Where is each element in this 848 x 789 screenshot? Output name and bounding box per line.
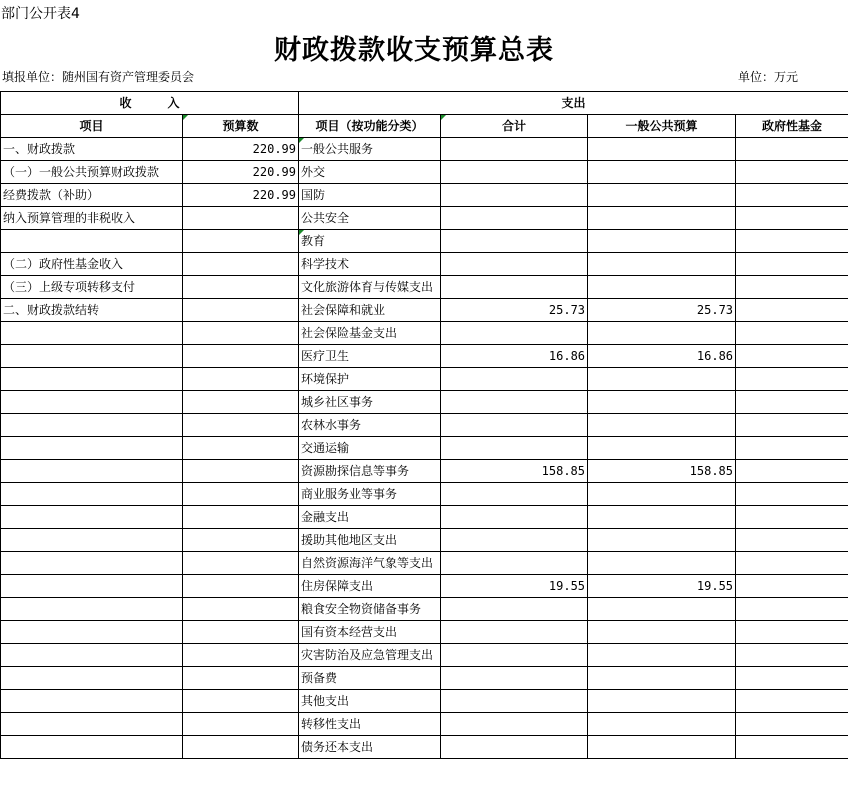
table-row	[1, 253, 848, 276]
expense-total-cell	[441, 690, 588, 713]
table-row	[1, 368, 848, 391]
expense-total-cell	[441, 161, 588, 184]
expense-gov-fund-cell	[736, 460, 848, 483]
expense-general-cell	[588, 322, 736, 345]
expense-general-cell	[588, 621, 736, 644]
expense-general-cell	[588, 529, 736, 552]
expense-section-header: 支出	[299, 92, 848, 115]
income-item-cell	[1, 437, 183, 460]
expense-general-cell	[588, 667, 736, 690]
expense-general-cell: 19.55	[588, 575, 736, 598]
income-item-cell	[1, 690, 183, 713]
table-row	[1, 598, 848, 621]
expense-gov-fund-cell	[736, 414, 848, 437]
form-number-label: 部门公开表4	[1, 6, 80, 22]
expense-item-cell: 农林水事务	[299, 414, 441, 437]
expense-general-cell	[588, 437, 736, 460]
income-item-cell: 一、财政拨款	[1, 138, 183, 161]
income-item-cell	[1, 322, 183, 345]
expense-gov-fund-cell	[736, 345, 848, 368]
expense-general-cell	[588, 368, 736, 391]
expense-total-cell	[441, 253, 588, 276]
income-item-cell	[1, 575, 183, 598]
table-row	[1, 621, 848, 644]
income-item-cell	[1, 667, 183, 690]
expense-total-cell	[441, 713, 588, 736]
table-row	[1, 207, 848, 230]
reporting-unit-label: 填报单位：随州国有资产管理委员会	[2, 70, 195, 84]
income-budget-cell	[183, 575, 299, 598]
income-item-cell	[1, 506, 183, 529]
expense-total-cell	[441, 736, 588, 759]
income-budget-cell	[183, 299, 299, 322]
table-row	[1, 437, 848, 460]
income-item-cell: 二、财政拨款结转	[1, 299, 183, 322]
expense-gov-fund-cell	[736, 230, 848, 253]
expense-total-cell	[441, 506, 588, 529]
expense-item-cell: 自然资源海洋气象等支出	[299, 552, 441, 575]
expense-general-cell	[588, 552, 736, 575]
expense-total-cell	[441, 621, 588, 644]
income-budget-cell	[183, 713, 299, 736]
income-budget-cell	[183, 483, 299, 506]
table-row	[1, 667, 848, 690]
income-item-cell: 经费拨款（补助）	[1, 184, 183, 207]
expense-item-cell: 公共安全	[299, 207, 441, 230]
expense-gov-fund-cell	[736, 621, 848, 644]
expense-gov-fund-cell	[736, 253, 848, 276]
income-budget-cell	[183, 391, 299, 414]
expense-general-cell: 16.86	[588, 345, 736, 368]
income-budget-cell	[183, 230, 299, 253]
expense-total-cell	[441, 184, 588, 207]
expense-general-cell	[588, 483, 736, 506]
expense-general-cell	[588, 644, 736, 667]
expense-gov-fund-cell	[736, 552, 848, 575]
income-item-cell	[1, 552, 183, 575]
income-item-cell: （一）一般公共预算财政拨款	[1, 161, 183, 184]
expense-item-cell: 国有资本经营支出	[299, 621, 441, 644]
expense-general-cell	[588, 391, 736, 414]
expense-total-cell	[441, 368, 588, 391]
income-section-header: 收 入	[1, 92, 299, 115]
income-item-cell	[1, 345, 183, 368]
income-budget-cell	[183, 414, 299, 437]
income-item-cell: （三）上级专项转移支付	[1, 276, 183, 299]
income-budget-cell: 220.99	[183, 138, 299, 161]
expense-total-cell	[441, 391, 588, 414]
table-row	[1, 391, 848, 414]
expense-item-cell: 援助其他地区支出	[299, 529, 441, 552]
table-row	[1, 138, 848, 161]
expense-general-cell	[588, 414, 736, 437]
income-item-cell	[1, 483, 183, 506]
expense-general-cell	[588, 276, 736, 299]
expense-item-cell: 金融支出	[299, 506, 441, 529]
table-row	[1, 322, 848, 345]
table-row	[1, 690, 848, 713]
expense-total-cell	[441, 230, 588, 253]
table-row	[1, 506, 848, 529]
expense-item-cell: 城乡社区事务	[299, 391, 441, 414]
expense-gov-fund-cell	[736, 276, 848, 299]
expense-general-cell	[588, 161, 736, 184]
income-item-cell	[1, 644, 183, 667]
expense-general-cell	[588, 690, 736, 713]
expense-item-cell: 资源勘探信息等事务	[299, 460, 441, 483]
expense-gov-fund-cell	[736, 138, 848, 161]
page-title: 财政拨款收支预算总表	[274, 35, 554, 66]
expense-gov-fund-cell	[736, 690, 848, 713]
expense-total-cell	[441, 483, 588, 506]
expense-item-cell: 环境保护	[299, 368, 441, 391]
table-row	[1, 230, 848, 253]
income-budget-cell	[183, 437, 299, 460]
expense-gov-fund-cell	[736, 506, 848, 529]
expense-item-cell: 文化旅游体育与传媒支出	[299, 276, 441, 299]
expense-item-cell: 科学技术	[299, 253, 441, 276]
table-row	[1, 529, 848, 552]
expense-total-cell	[441, 437, 588, 460]
income-item-cell	[1, 713, 183, 736]
expense-gov-fund-cell	[736, 713, 848, 736]
expense-item-cell: 灾害防治及应急管理支出	[299, 644, 441, 667]
budget-table	[0, 91, 848, 759]
expense-gov-fund-cell	[736, 736, 848, 759]
income-budget-cell	[183, 690, 299, 713]
table-row	[1, 736, 848, 759]
income-budget-cell	[183, 598, 299, 621]
expense-general-cell	[588, 184, 736, 207]
expense-total-cell	[441, 552, 588, 575]
income-budget-cell	[183, 621, 299, 644]
table-row	[1, 161, 848, 184]
income-budget-cell	[183, 276, 299, 299]
expense-total-cell	[441, 529, 588, 552]
expense-item-cell: 粮食安全物资储备事务	[299, 598, 441, 621]
col-header-gov-fund: 政府性基金	[736, 115, 848, 138]
income-item-cell	[1, 736, 183, 759]
expense-total-cell	[441, 276, 588, 299]
col-header-func-item: 项目（按功能分类）	[299, 115, 441, 138]
expense-total-cell: 16.86	[441, 345, 588, 368]
income-budget-cell: 220.99	[183, 184, 299, 207]
income-budget-cell	[183, 368, 299, 391]
table-row	[1, 713, 848, 736]
income-item-cell	[1, 414, 183, 437]
expense-total-cell	[441, 322, 588, 345]
income-item-cell	[1, 391, 183, 414]
table-row	[1, 575, 848, 598]
table-row	[1, 460, 848, 483]
income-item-cell	[1, 598, 183, 621]
expense-total-cell: 158.85	[441, 460, 588, 483]
income-item-cell	[1, 368, 183, 391]
income-budget-cell	[183, 207, 299, 230]
income-budget-cell	[183, 506, 299, 529]
expense-general-cell	[588, 230, 736, 253]
expense-gov-fund-cell	[736, 299, 848, 322]
expense-gov-fund-cell	[736, 368, 848, 391]
col-header-budget: 预算数	[183, 115, 299, 138]
income-budget-cell	[183, 460, 299, 483]
table-row	[1, 276, 848, 299]
section-header-row	[1, 92, 848, 115]
expense-total-cell	[441, 207, 588, 230]
expense-general-cell	[588, 253, 736, 276]
expense-gov-fund-cell	[736, 483, 848, 506]
expense-item-cell: 交通运输	[299, 437, 441, 460]
expense-total-cell	[441, 138, 588, 161]
expense-item-cell: 医疗卫生	[299, 345, 441, 368]
income-item-cell	[1, 529, 183, 552]
income-item-cell: （二）政府性基金收入	[1, 253, 183, 276]
expense-general-cell	[588, 138, 736, 161]
expense-gov-fund-cell	[736, 644, 848, 667]
expense-general-cell	[588, 736, 736, 759]
expense-total-cell: 25.73	[441, 299, 588, 322]
expense-total-cell	[441, 644, 588, 667]
expense-item-cell: 一般公共服务	[299, 138, 441, 161]
col-header-general-budget: 一般公共预算	[588, 115, 736, 138]
expense-gov-fund-cell	[736, 322, 848, 345]
table-row	[1, 483, 848, 506]
expense-item-cell: 预备费	[299, 667, 441, 690]
expense-item-cell: 商业服务业等事务	[299, 483, 441, 506]
expense-gov-fund-cell	[736, 529, 848, 552]
expense-general-cell: 158.85	[588, 460, 736, 483]
expense-item-cell: 其他支出	[299, 690, 441, 713]
expense-gov-fund-cell	[736, 161, 848, 184]
currency-unit-label: 单位：万元	[738, 70, 799, 84]
expense-gov-fund-cell	[736, 598, 848, 621]
expense-item-cell: 社会保险基金支出	[299, 322, 441, 345]
expense-general-cell	[588, 506, 736, 529]
expense-gov-fund-cell	[736, 391, 848, 414]
income-item-cell	[1, 230, 183, 253]
expense-general-cell: 25.73	[588, 299, 736, 322]
table-row	[1, 414, 848, 437]
expense-general-cell	[588, 207, 736, 230]
income-budget-cell	[183, 345, 299, 368]
expense-gov-fund-cell	[736, 667, 848, 690]
income-budget-cell	[183, 253, 299, 276]
col-header-item: 项目	[1, 115, 183, 138]
expense-item-cell: 教育	[299, 230, 441, 253]
expense-total-cell	[441, 414, 588, 437]
table-row	[1, 299, 848, 322]
expense-gov-fund-cell	[736, 575, 848, 598]
income-budget-cell	[183, 552, 299, 575]
expense-total-cell	[441, 598, 588, 621]
expense-total-cell: 19.55	[441, 575, 588, 598]
expense-gov-fund-cell	[736, 207, 848, 230]
income-item-cell	[1, 460, 183, 483]
expense-general-cell	[588, 713, 736, 736]
income-budget-cell	[183, 529, 299, 552]
expense-item-cell: 转移性支出	[299, 713, 441, 736]
expense-item-cell: 国防	[299, 184, 441, 207]
expense-item-cell: 外交	[299, 161, 441, 184]
income-budget-cell	[183, 736, 299, 759]
table-row	[1, 552, 848, 575]
income-budget-cell	[183, 322, 299, 345]
expense-gov-fund-cell	[736, 437, 848, 460]
table-row	[1, 184, 848, 207]
income-budget-cell: 220.99	[183, 161, 299, 184]
income-budget-cell	[183, 644, 299, 667]
expense-item-cell: 债务还本支出	[299, 736, 441, 759]
income-item-cell	[1, 621, 183, 644]
expense-total-cell	[441, 667, 588, 690]
expense-item-cell: 社会保障和就业	[299, 299, 441, 322]
column-header-row	[1, 115, 848, 138]
expense-general-cell	[588, 598, 736, 621]
table-row	[1, 345, 848, 368]
income-budget-cell	[183, 667, 299, 690]
income-item-cell: 纳入预算管理的非税收入	[1, 207, 183, 230]
expense-gov-fund-cell	[736, 184, 848, 207]
table-row	[1, 644, 848, 667]
expense-item-cell: 住房保障支出	[299, 575, 441, 598]
col-header-total: 合计	[441, 115, 588, 138]
